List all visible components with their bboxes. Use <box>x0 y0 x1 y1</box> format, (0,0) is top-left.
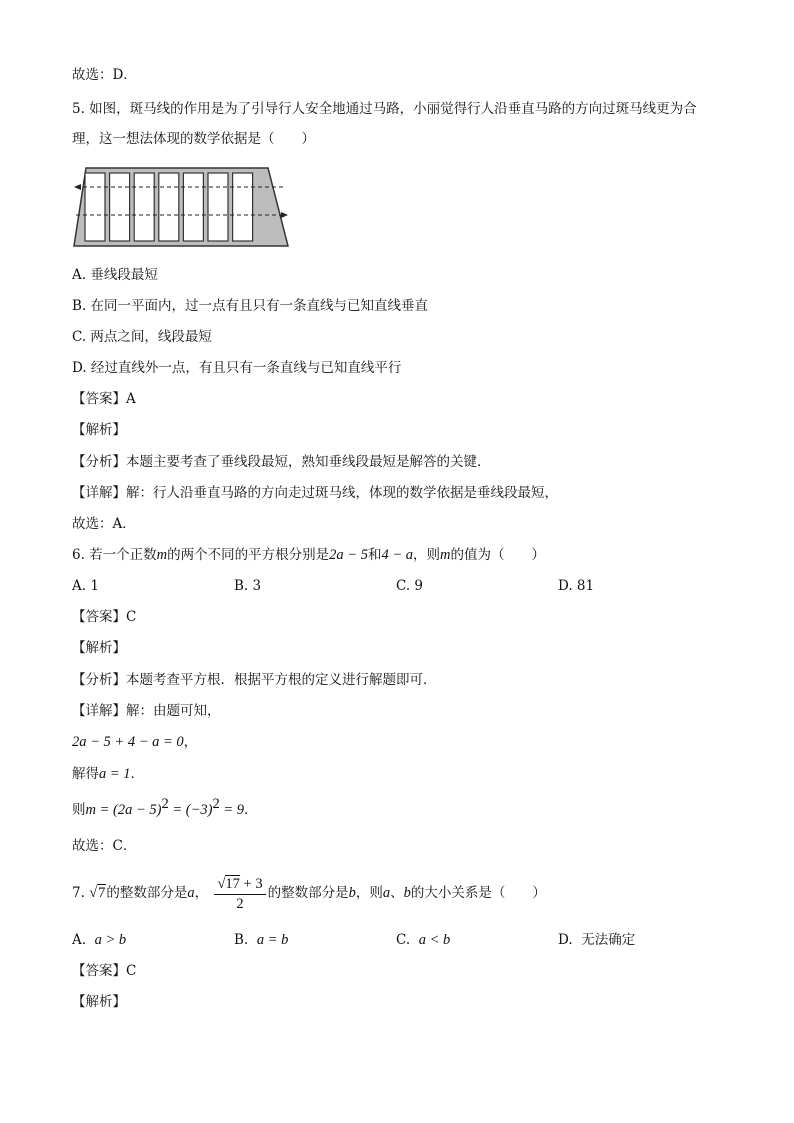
q6-option-c: C. 9 <box>396 578 424 594</box>
q7-option-c: C. a < b <box>396 932 451 948</box>
question-7-text: 7. √7的整数部分是a， $\frac{√17 + 3}{2}$ 的整数部分是b，则a、b的大小关系是（ ） <box>72 875 546 912</box>
crossing-outline <box>74 168 288 246</box>
q5-option-c: C. 两点之间，线段最短 <box>72 329 212 345</box>
q6-option-d: D. 81 <box>558 578 595 594</box>
q5-option-a: A. 垂线段最短 <box>72 267 158 283</box>
crossing-stripe <box>85 173 105 241</box>
arrow-left-head <box>74 184 81 190</box>
question-5-text: 5. 如图，斑马线的作用是为了引导行人安全地通过马路，小丽觉得行人沿垂直马路的方向过斑马线更为合 <box>72 101 697 117</box>
q6-analysis-heading: 【解析】 <box>72 640 126 656</box>
q5-option-b: B. 在同一平面内，过一点有且只有一条直线与已知直线垂直 <box>72 298 429 314</box>
q6-option-a: A. 1 <box>72 578 99 594</box>
q6-detail: 【详解】解：由题可知， <box>72 703 221 719</box>
q5-choice: 故选：A． <box>72 516 136 532</box>
q5-answer: 【答案】A <box>72 391 136 407</box>
fraction-sqrt17-plus-3-over-2: $\frac{√17 + 3}{2}$ <box>214 875 265 913</box>
crossing-stripe <box>134 173 154 241</box>
q6-choice: 故选：C． <box>72 838 137 854</box>
q7-option-b: B. a = b <box>234 932 289 948</box>
q6-equation: 2a − 5 + 4 − a = 0， <box>72 734 198 750</box>
sqrt-7: √7 <box>89 885 106 901</box>
q5-analysis: 【分析】本题主要考查了垂线段最短，熟知垂线段最短是解答的关键． <box>72 454 491 470</box>
q5-detail: 【详解】解：行人沿垂直马路的方向走过斑马线，体现的数学依据是垂线段最短， <box>72 485 558 501</box>
crossing-stripe <box>183 173 203 241</box>
crossing-stripe <box>110 173 130 241</box>
answer-line-d: 故选：D． <box>72 67 137 83</box>
q7-answer: 【答案】C <box>72 963 137 979</box>
q5-option-d: D. 经过直线外一点，有且只有一条直线与已知直线平行 <box>72 360 402 376</box>
crossing-stripes <box>85 173 253 241</box>
q7-option-d: D. 无法确定 <box>558 932 636 948</box>
question-6-text: 6. 若一个正数m的两个不同的平方根分别是2a − 5和4 − a，则m的值为（ ） <box>72 547 545 563</box>
question-5-text-cont: 理，这一想法体现的数学依据是（ ） <box>72 131 315 147</box>
crossing-stripe <box>159 173 179 241</box>
crossing-stripe <box>233 173 253 241</box>
q5-analysis-heading: 【解析】 <box>72 422 126 438</box>
zebra-crossing-figure <box>72 166 292 250</box>
q6-m-value: 则$m = (2a - 5)^2 = (-3)^2 = 9$． <box>72 796 258 818</box>
q6-solution: 解得a = 1． <box>72 766 145 782</box>
q7-analysis-heading: 【解析】 <box>72 994 126 1010</box>
q7-option-a: A. a > b <box>72 932 127 948</box>
q6-analysis: 【分析】本题考查平方根．根据平方根的定义进行解题即可． <box>72 672 437 688</box>
crossing-stripe <box>208 173 228 241</box>
q6-answer: 【答案】C <box>72 609 137 625</box>
q6-option-b: B. 3 <box>234 578 262 594</box>
arrow-right-head <box>281 212 288 218</box>
